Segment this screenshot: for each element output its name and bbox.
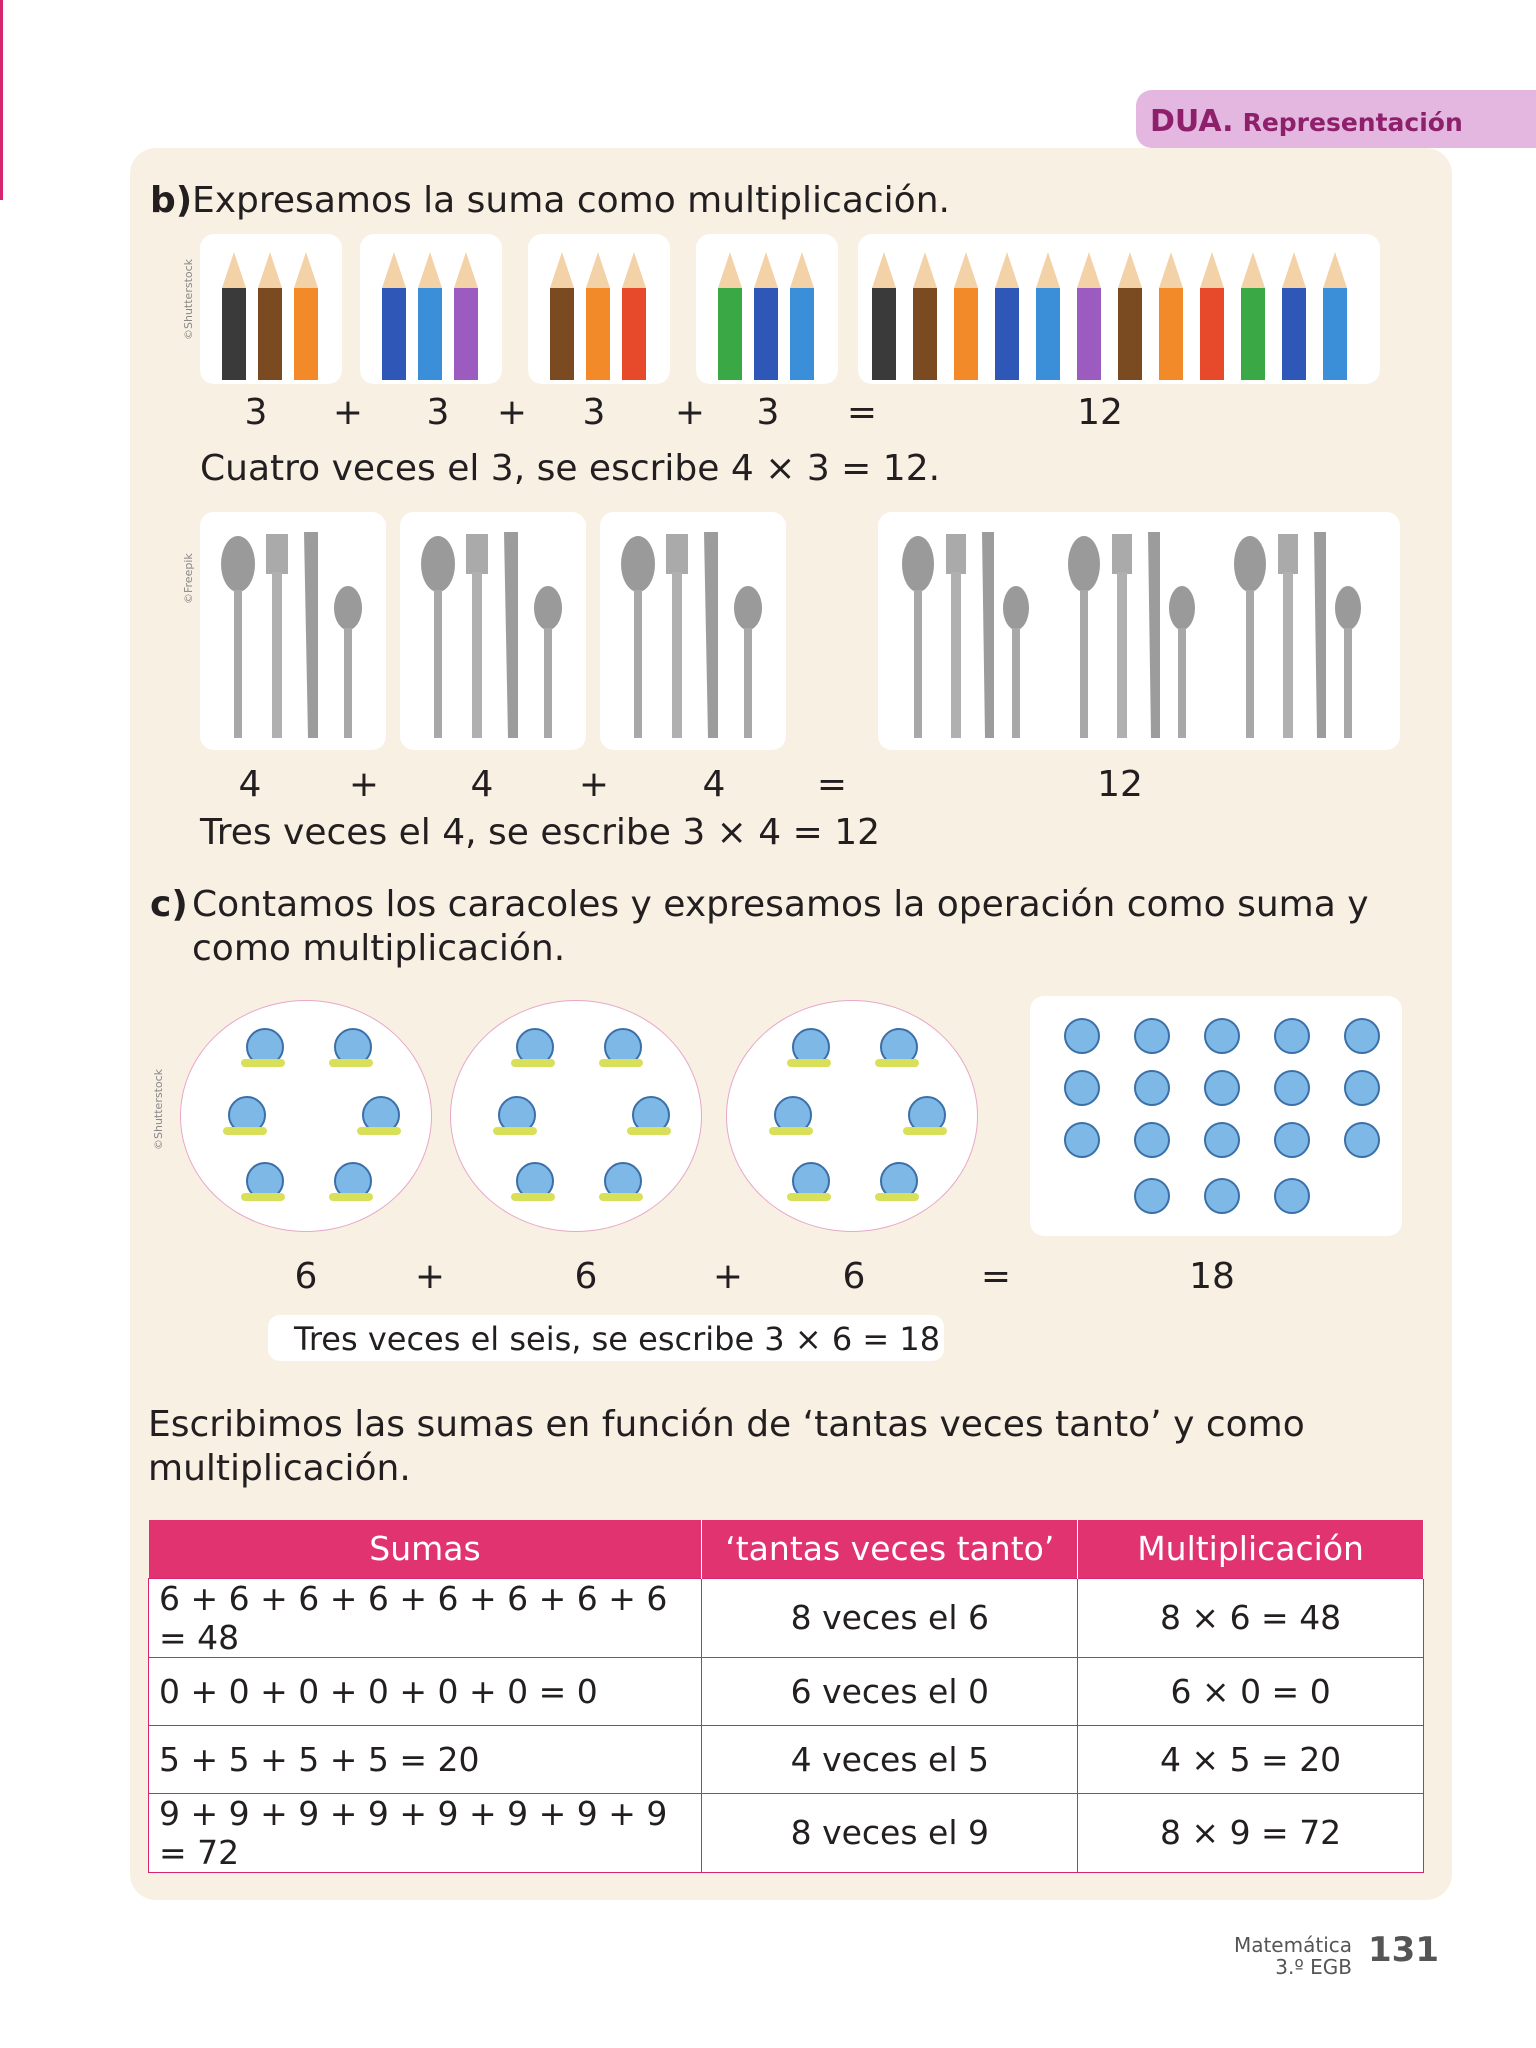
pencil-eq-op: + — [674, 392, 706, 433]
pencil-eq-op: = — [846, 392, 878, 433]
cutlery-credit: ©Freepik — [182, 553, 195, 604]
snail-group-1 — [180, 1000, 432, 1232]
dua-bold: DUA. — [1150, 104, 1234, 139]
cutlery-group-2 — [400, 512, 586, 750]
snails-icon — [1030, 996, 1402, 1236]
product-cell: 8 × 6 = 48 — [1078, 1578, 1424, 1657]
snail-group-3 — [726, 1000, 978, 1232]
pencil-group-2 — [360, 234, 502, 384]
cutlery-icon — [600, 512, 786, 750]
times-cell: 8 veces el 9 — [702, 1793, 1078, 1872]
product-cell: 6 × 0 = 0 — [1078, 1657, 1424, 1725]
pencils-icon — [696, 234, 838, 384]
pencil-credit: ©Shutterstock — [182, 258, 195, 340]
header-multiplicacion: Multiplicación — [1078, 1520, 1424, 1578]
instructions-line-2: multiplicación. — [148, 1448, 411, 1489]
cutlery-eq-term: 4 — [470, 764, 494, 805]
table-header-row — [149, 1520, 1424, 1578]
instructions-line-1: Escribimos las sumas en función de ‘tantas veces tanto’ y como — [148, 1404, 1305, 1445]
snail-eq-term: 6 — [574, 1256, 598, 1297]
header-tantas-veces: ‘tantas veces tanto’ — [702, 1520, 1078, 1578]
pencils-icon — [858, 234, 1380, 384]
cutlery-icon — [878, 512, 1400, 750]
table-row — [149, 1657, 1424, 1725]
pencil-eq-op: + — [332, 392, 364, 433]
section-c-label: c) — [150, 884, 188, 925]
cutlery-group-total — [878, 512, 1400, 750]
snail-eq-result: 18 — [1189, 1256, 1235, 1297]
cutlery-sentence: Tres veces el 4, se escribe 3 × 4 = 12 — [200, 812, 881, 853]
times-cell: 4 veces el 5 — [702, 1725, 1078, 1793]
pencil-eq-term: 3 — [756, 392, 780, 433]
snails-icon — [727, 1001, 979, 1233]
table-row — [149, 1578, 1424, 1657]
section-b-title: Expresamos la suma como multiplicación. — [192, 180, 950, 221]
snail-sentence: Tres veces el seis, se escribe 3 × 6 = 18 — [294, 1320, 941, 1358]
pencil-eq-result: 12 — [1077, 392, 1123, 433]
cutlery-eq-op: + — [578, 764, 610, 805]
cutlery-eq-term: 4 — [238, 764, 262, 805]
times-cell: 8 veces el 6 — [702, 1578, 1078, 1657]
page-edge-bar — [0, 0, 3, 200]
pencil-group-1 — [200, 234, 342, 384]
pencil-group-4 — [696, 234, 838, 384]
dua-label — [1150, 104, 1463, 139]
pencil-eq-term: 3 — [244, 392, 268, 433]
pencil-eq-term: 3 — [582, 392, 606, 433]
dua-rest: Representación — [1242, 108, 1463, 137]
cutlery-eq-op: = — [816, 764, 848, 805]
footer-subject — [1222, 1934, 1352, 1978]
sum-cell: 9 + 9 + 9 + 9 + 9 + 9 + 9 + 9 = 72 — [149, 1793, 702, 1872]
snail-eq-op: + — [712, 1256, 744, 1297]
cutlery-icon — [200, 512, 386, 750]
pencil-eq-term: 3 — [426, 392, 450, 433]
cutlery-eq-result: 12 — [1097, 764, 1143, 805]
snail-eq-op: + — [414, 1256, 446, 1297]
pencils-icon — [200, 234, 342, 384]
pencils-icon — [528, 234, 670, 384]
pencil-group-3 — [528, 234, 670, 384]
section-c-title-1: Contamos los caracoles y expresamos la operación como suma y — [192, 884, 1369, 925]
table-row — [149, 1725, 1424, 1793]
snail-credit: ©Shutterstock — [152, 1068, 165, 1150]
footer-grade: 3.º EGB — [1275, 1955, 1352, 1979]
snail-eq-term: 6 — [294, 1256, 318, 1297]
cutlery-eq-op: + — [348, 764, 380, 805]
footer-subject-name: Matemática — [1233, 1933, 1352, 1957]
table-row — [149, 1793, 1424, 1872]
snails-icon — [451, 1001, 703, 1233]
pencil-group-total — [858, 234, 1380, 384]
sum-cell: 6 + 6 + 6 + 6 + 6 + 6 + 6 + 6 = 48 — [149, 1578, 702, 1657]
sum-cell: 0 + 0 + 0 + 0 + 0 + 0 = 0 — [149, 1657, 702, 1725]
snail-group-2 — [450, 1000, 702, 1232]
snail-group-total — [1030, 996, 1402, 1236]
section-b-label: b) — [150, 180, 193, 221]
multiplication-table — [148, 1520, 1424, 1873]
times-cell: 6 veces el 0 — [702, 1657, 1078, 1725]
section-c-title-2: como multiplicación. — [192, 928, 566, 969]
snail-eq-op: = — [980, 1256, 1012, 1297]
snails-icon — [181, 1001, 433, 1233]
cutlery-group-1 — [200, 512, 386, 750]
product-cell: 4 × 5 = 20 — [1078, 1725, 1424, 1793]
pencil-sentence: Cuatro veces el 3, se escribe 4 × 3 = 12. — [200, 448, 941, 489]
sum-cell: 5 + 5 + 5 + 5 = 20 — [149, 1725, 702, 1793]
snail-eq-term: 6 — [842, 1256, 866, 1297]
cutlery-icon — [400, 512, 586, 750]
pencils-icon — [360, 234, 502, 384]
pencil-eq-op: + — [496, 392, 528, 433]
cutlery-group-3 — [600, 512, 786, 750]
header-sumas: Sumas — [149, 1520, 702, 1578]
cutlery-eq-term: 4 — [702, 764, 726, 805]
product-cell: 8 × 9 = 72 — [1078, 1793, 1424, 1872]
page-number: 131 — [1368, 1930, 1439, 1970]
